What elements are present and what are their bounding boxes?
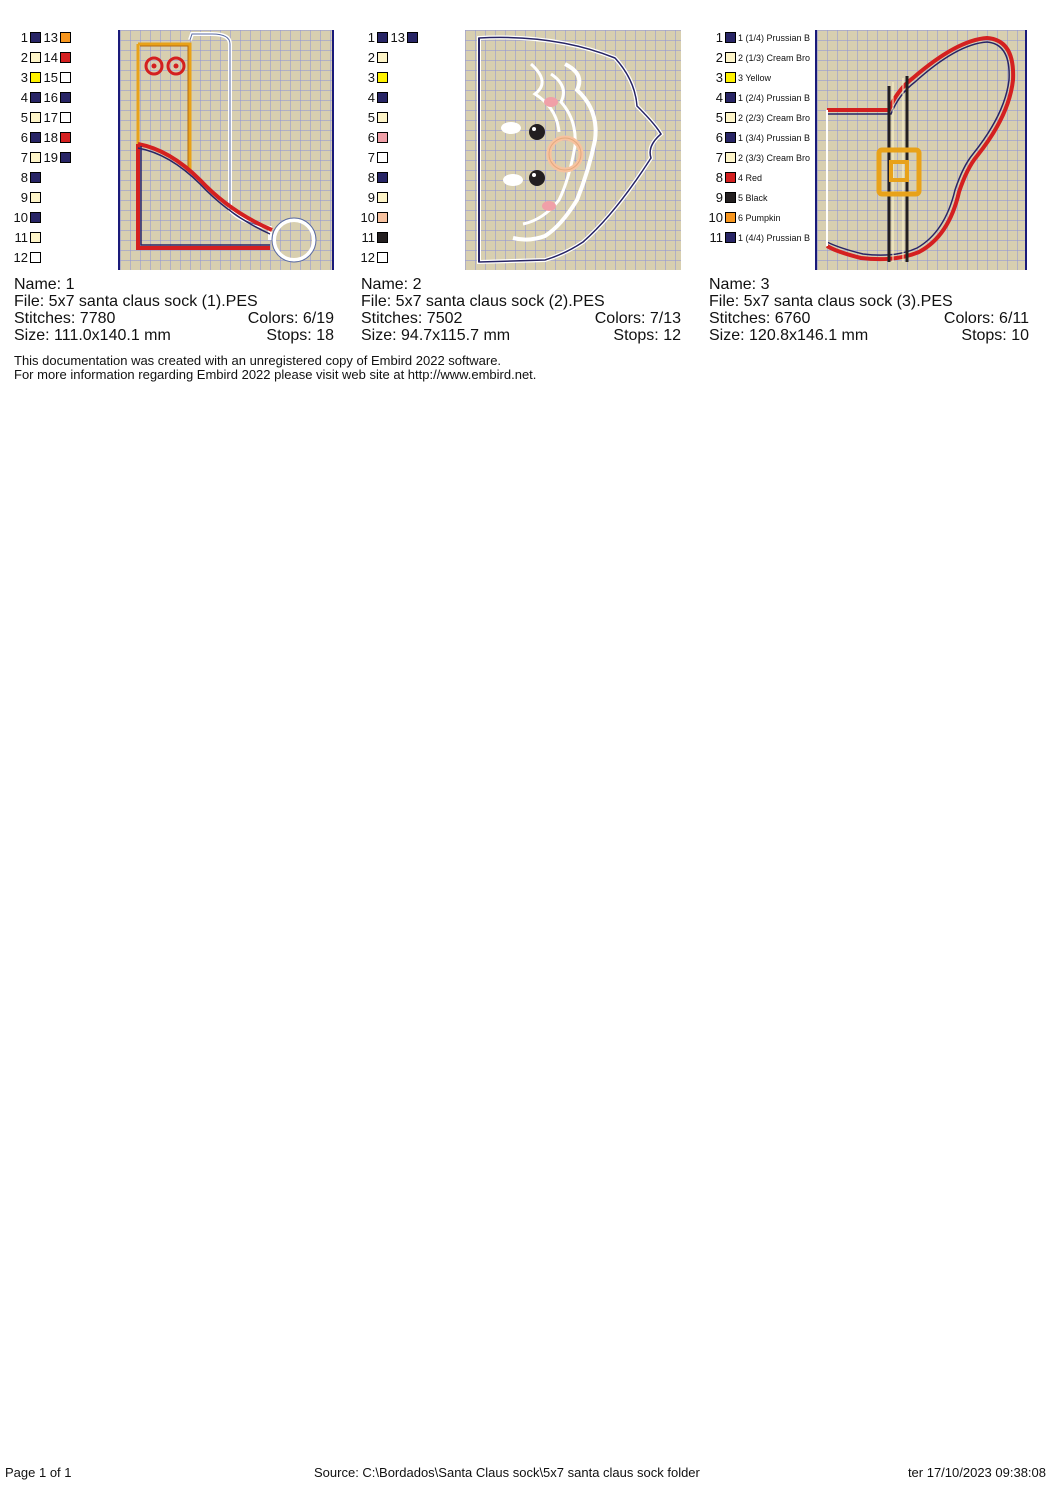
design-name: Name: 2 [361, 276, 422, 293]
belt-buckle-outer [879, 150, 919, 194]
color-swatch [377, 252, 388, 263]
design-info-1 [14, 276, 334, 344]
pompom-outline [272, 218, 316, 262]
color-swatch [377, 112, 388, 123]
design-file: File: 5x7 santa claus sock (1).PES [14, 293, 258, 310]
color-number: 8 [367, 170, 375, 185]
color-number: 13 [390, 30, 405, 45]
color-number: 3 [715, 70, 723, 85]
color-number: 7 [367, 150, 375, 165]
color-number: 11 [14, 230, 28, 245]
design-name: Name: 1 [14, 276, 75, 293]
color-number: 5 [715, 110, 723, 125]
color-swatch [30, 252, 41, 263]
color-name: 2 (1/3) Cream Bro [738, 53, 811, 63]
color-swatch [30, 212, 41, 223]
color-number: 7 [20, 150, 28, 165]
source-path: Source: C:\Bordados\Santa Claus sock\5x7 santa claus sock folder [314, 1465, 700, 1480]
size-row [361, 327, 681, 344]
print-datetime: ter 17/10/2023 09:38:08 [907, 1465, 1046, 1480]
color-swatch [725, 172, 736, 183]
color-number: 17 [43, 110, 58, 125]
color-swatch [60, 132, 71, 143]
color-name: 5 Black [738, 193, 768, 203]
color-swatch [60, 52, 71, 63]
eye-top [529, 124, 545, 140]
color-number: 5 [20, 110, 28, 125]
color-number: 18 [43, 130, 58, 145]
sock-belt-drawing [817, 30, 1025, 270]
color-number: 6 [20, 130, 28, 145]
design-file: File: 5x7 santa claus sock (2).PES [361, 293, 605, 310]
color-name: 4 Red [738, 173, 763, 183]
pompom [274, 220, 314, 260]
color-swatch [725, 152, 736, 163]
blue-placement-line [190, 34, 270, 228]
color-number: 9 [20, 190, 28, 205]
color-number: 1 [20, 30, 28, 45]
color-number: 10 [360, 210, 375, 225]
color-number: 11 [709, 230, 723, 245]
color-number: 19 [43, 150, 58, 165]
color-swatch [725, 72, 736, 83]
color-swatch [377, 72, 388, 83]
color-name: 2 (3/3) Cream Bro [738, 153, 811, 163]
color-number: 6 [367, 130, 375, 145]
color-number: 2 [367, 50, 375, 65]
color-number: 12 [360, 250, 375, 265]
color-name: 6 Pumpkin [738, 213, 781, 223]
color-swatch [377, 52, 388, 63]
color-swatch [725, 212, 736, 223]
color-number: 11 [361, 230, 375, 245]
red-edge-top [138, 144, 272, 230]
color-swatch [30, 232, 41, 243]
color-number: 1 [715, 30, 723, 45]
design-size: Size: 111.0x140.1 mm [14, 327, 171, 344]
button-right-center [174, 64, 179, 69]
blue-inner-line-bottom [141, 146, 270, 245]
color-swatch [725, 32, 736, 43]
stitches-count: Stitches: 7502 [361, 310, 463, 327]
size-row [14, 327, 334, 344]
color-swatch [377, 192, 388, 203]
color-swatch [725, 192, 736, 203]
color-number: 2 [20, 50, 28, 65]
note-line-1: This documentation was created with an unregistered copy of Embird 2022 software. [14, 353, 502, 368]
color-swatch [725, 52, 736, 63]
color-number: 2 [715, 50, 723, 65]
button-left-center [152, 64, 157, 69]
color-number: 15 [43, 70, 58, 85]
color-number: 16 [43, 90, 58, 105]
color-swatch [407, 32, 418, 43]
design-size: Size: 120.8x146.1 mm [709, 327, 869, 344]
color-name: 1 (3/4) Prussian B [738, 133, 811, 143]
eye-top-glint [532, 127, 536, 131]
color-name: 3 Yellow [738, 73, 772, 83]
colors-count: Colors: 6/11 [943, 310, 1029, 327]
design-preview-2 [465, 30, 681, 270]
colors-count: Colors: 6/19 [247, 310, 334, 327]
design-info-2 [361, 276, 681, 344]
color-swatch [60, 92, 71, 103]
color-swatch [725, 132, 736, 143]
color-number: 9 [715, 190, 723, 205]
color-swatch [377, 212, 388, 223]
color-number: 13 [43, 30, 58, 45]
color-number: 3 [20, 70, 28, 85]
color-swatch [377, 152, 388, 163]
color-number: 14 [43, 50, 58, 65]
color-swatch [60, 152, 71, 163]
color-number: 6 [715, 130, 723, 145]
color-swatch [60, 112, 71, 123]
face-outline-blue [479, 37, 661, 262]
santa-face-drawing [465, 30, 681, 270]
sock-red-edge [827, 38, 1013, 259]
color-number: 8 [20, 170, 28, 185]
design-name: Name: 3 [709, 276, 770, 293]
stops-count: Stops: 10 [961, 327, 1029, 344]
stitches-row [14, 310, 334, 327]
nose-ring-outline [549, 138, 581, 170]
eyebrow-bottom [503, 174, 523, 186]
color-number: 12 [13, 250, 28, 265]
color-swatch [377, 232, 388, 243]
color-swatch [377, 92, 388, 103]
color-name: 2 (2/3) Cream Bro [738, 113, 811, 123]
color-number: 3 [367, 70, 375, 85]
color-number: 8 [715, 170, 723, 185]
stitches-count: Stitches: 6760 [709, 310, 811, 327]
colors-count: Colors: 7/13 [594, 310, 681, 327]
stops-count: Stops: 12 [613, 327, 681, 344]
red-edge-bottom [138, 144, 270, 248]
face-outline-white [479, 37, 661, 262]
color-swatch [60, 32, 71, 43]
design-file: File: 5x7 santa claus sock (3).PES [709, 293, 953, 310]
color-swatch [377, 132, 388, 143]
color-number: 9 [367, 190, 375, 205]
software-note [14, 354, 536, 382]
color-number: 10 [708, 210, 723, 225]
design-preview-3 [815, 30, 1027, 270]
note-line-2: For more information regarding Embird 2022 please visit web site at http://www.embird.net. [14, 367, 537, 382]
color-number: 5 [367, 110, 375, 125]
cheek-bottom [542, 201, 556, 211]
color-name: 1 (4/4) Prussian B [738, 233, 811, 243]
color-name: 1 (1/4) Prussian B [738, 33, 811, 43]
color-number: 4 [367, 90, 375, 105]
design-info-3 [709, 276, 1029, 344]
size-row [709, 327, 1029, 344]
stitches-row [361, 310, 681, 327]
color-swatch [725, 92, 736, 103]
color-number: 10 [13, 210, 28, 225]
color-number: 4 [20, 90, 28, 105]
color-number: 4 [715, 90, 723, 105]
color-number: 7 [715, 150, 723, 165]
eye-bottom [529, 170, 545, 186]
color-swatch [725, 112, 736, 123]
color-swatch [377, 172, 388, 183]
design-size: Size: 94.7x115.7 mm [361, 327, 511, 344]
color-number: 1 [367, 30, 375, 45]
boot-cuff-drawing [120, 30, 332, 270]
design-preview-1 [118, 30, 334, 270]
cheek-top [544, 97, 558, 107]
stitches-count: Stitches: 7780 [14, 310, 116, 327]
color-swatch [725, 232, 736, 243]
page-number: Page 1 of 1 [5, 1465, 72, 1480]
color-swatch [60, 72, 71, 83]
stops-count: Stops: 18 [266, 327, 334, 344]
eye-bottom-glint [532, 173, 536, 177]
color-swatch [30, 192, 41, 203]
stitches-row [709, 310, 1029, 327]
eyebrow-top [501, 122, 521, 134]
color-swatch [30, 172, 41, 183]
color-name: 1 (2/4) Prussian B [738, 93, 811, 103]
